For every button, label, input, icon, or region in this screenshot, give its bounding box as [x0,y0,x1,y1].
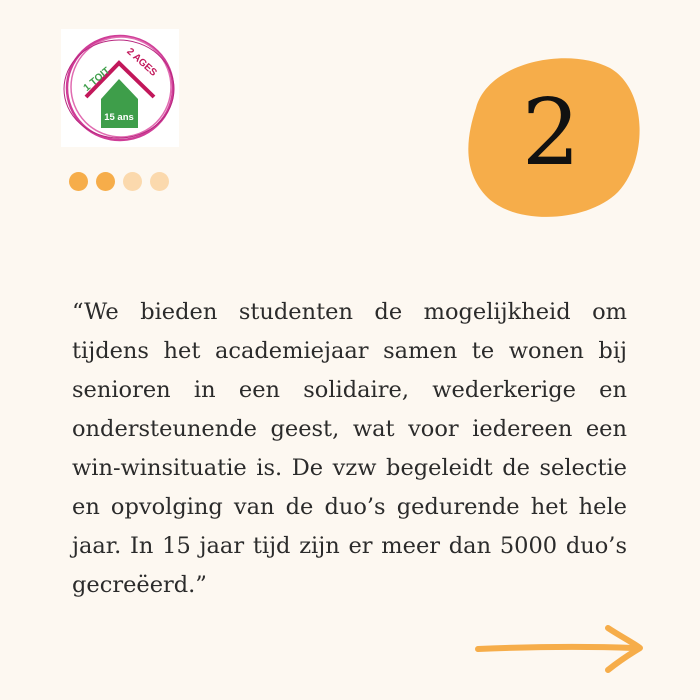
pagination-dot-1[interactable] [69,172,88,191]
quote-text: “We bieden studenten de mogelijkheid om tijdens het academiejaar samen te wonen bij senioren in een solidaire, wederkerige en ondersteunende geest, wat voor iedereen een win-winsituatie is. De vzw begeleidt de selectie en opvolging van de duo’s gedurende het hele jaar. In 15 jaar tijd zijn er meer dan 5000 duo’s gecreëerd.” [72,299,627,598]
logo-graphic [61,29,179,147]
logo-text-ages: 2 AGES [124,46,159,79]
logo-text-toit: 1 TOIT [81,65,113,94]
pagination-dots [69,172,169,191]
brand-logo [61,29,179,147]
arrow-right-icon[interactable] [474,622,646,674]
pagination-dot-2[interactable] [96,172,115,191]
pagination-dot-4[interactable] [150,172,169,191]
logo-badge: 15 ans [104,112,134,123]
slide-number: 2 [521,79,581,186]
pagination-dot-3[interactable] [123,172,142,191]
